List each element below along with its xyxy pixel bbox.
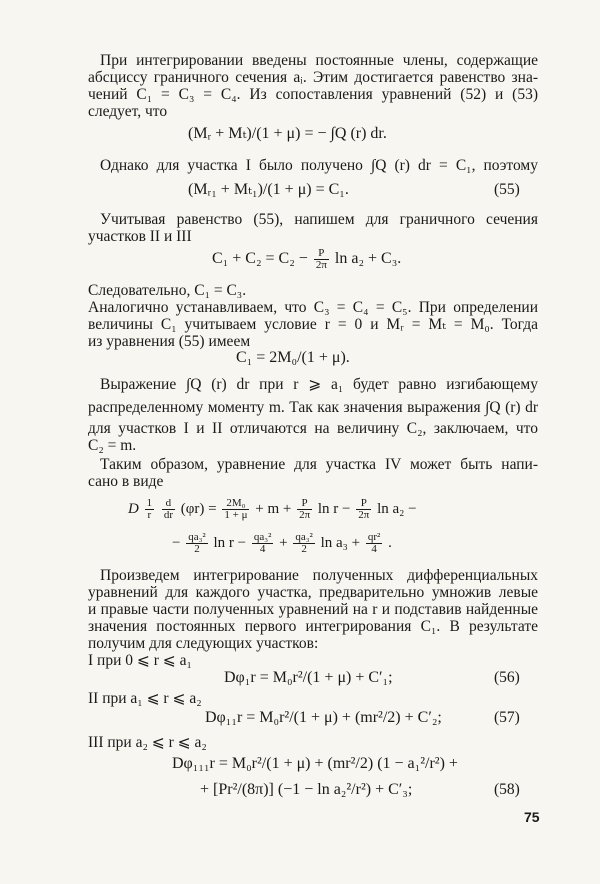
- eq-symbol: D: [128, 501, 139, 517]
- text-line: получим для следующих участков:: [88, 635, 319, 652]
- denominator: 1 + μ: [224, 509, 248, 522]
- eq-part: + m +: [255, 501, 292, 517]
- denominator: 4: [371, 543, 377, 556]
- text-line: участков II и III: [88, 228, 192, 245]
- equation: C₁ = 2M₀/(1 + μ).: [236, 349, 350, 366]
- equation-56: Dφ₁r = M₀r²/(1 + μ) + C′₁;: [224, 669, 393, 686]
- fraction: [366, 532, 382, 555]
- equation-58-line2: + [Pr²/(8π)] (−1 − ln a₂²/r²) + C′₃;: [200, 781, 413, 798]
- numerator: P: [356, 498, 371, 510]
- equation-section-iv-line2: [172, 530, 392, 556]
- fraction: [314, 248, 329, 271]
- fraction: [222, 498, 249, 521]
- fraction: [145, 498, 155, 521]
- text-line: Выражение ∫Q (r) dr при r ⩾ a₁ будет равно изгибающему: [100, 376, 538, 393]
- numerator: P: [297, 498, 312, 510]
- text-line: При интегрировании введены постоянные члены, содержащие: [100, 52, 538, 69]
- numerator: d: [162, 498, 175, 510]
- equation-55: (Mᵣ₁ + Mₜ₁)/(1 + μ) = C₁.: [188, 181, 349, 198]
- section-condition-i: I при 0 ⩽ r ⩽ a₁: [88, 652, 192, 669]
- section-condition-iii: III при a₂ ⩽ r ⩽ a₂: [88, 734, 207, 751]
- page-number: 75: [524, 809, 540, 825]
- eq-part: ln a₂ + C₃.: [334, 250, 402, 268]
- fraction: [297, 498, 312, 521]
- eq-part: ln a₃ +: [320, 535, 361, 551]
- denominator: 2π: [358, 509, 370, 522]
- fraction: [293, 532, 315, 555]
- numerator: qa₃²: [188, 531, 206, 544]
- eq-part: .: [388, 535, 392, 551]
- text-line: Следовательно, C₁ = C₃.: [88, 282, 247, 299]
- denominator: dr: [163, 509, 174, 522]
- equation: (Mᵣ + Mₜ)/(1 + μ) = − ∫Q (r) dr.: [188, 125, 387, 142]
- eq-part: −: [172, 535, 181, 551]
- text-line: уравнений для каждого участка, предварительно умножив левые: [88, 584, 538, 601]
- text-line: и правые части полученных уравнений на r и подставив найденные: [88, 601, 538, 618]
- numerator: P: [314, 248, 329, 260]
- text-line: величины C₁ учитываем условие r = 0 и Mᵣ = Mₜ = M₀. Тогда: [88, 316, 538, 333]
- eq-part: ln r −: [317, 501, 351, 517]
- text-line: Однако для участка I было получено ∫Q (r) dr = C₁, поэтому: [100, 157, 538, 174]
- denominator: 4: [259, 543, 266, 556]
- text-line: абсциссу граничного сечения aᵢ. Этим достигается равенство зна-: [88, 69, 538, 86]
- numerator: qa₃²: [295, 531, 313, 544]
- eq-part: ln r −: [213, 535, 247, 551]
- equation-number: (56): [494, 669, 520, 686]
- fraction: [162, 498, 175, 521]
- equation-boundary: [212, 248, 401, 271]
- text-line: распределенному моменту m. Так как значения выражения ∫Q (r) dr: [88, 399, 538, 416]
- denominator: 2π: [315, 259, 327, 271]
- equation-number: (58): [494, 781, 520, 798]
- denominator: 2: [301, 543, 307, 556]
- eq-part: (φr) =: [180, 501, 217, 517]
- eq-part: ln a₂ −: [377, 501, 417, 517]
- text-line: значения постоянных первого интегрирования C₁. В результате: [88, 618, 538, 635]
- text-line: Учитывая равенство (55), напишем для граничного сечения: [100, 211, 538, 228]
- text-line: Таким образом, уравнение для участка IV может быть напи-: [100, 456, 538, 473]
- fraction: [252, 532, 274, 555]
- numerator: qr²: [367, 531, 381, 544]
- text-line: Аналогично устанавливаем, что C₃ = C₄ = C₅. При определении: [88, 299, 538, 316]
- text-line: следует, что: [88, 103, 168, 120]
- numerator: 2M₀: [222, 498, 249, 510]
- section-condition-ii: II при a₁ ⩽ r ⩽ a₂: [88, 690, 202, 707]
- equation-number: (57): [494, 709, 520, 726]
- text-line: чений C₁ = C₃ = C₄. Из сопоставления уравнений (52) и (53): [88, 86, 538, 103]
- eq-part: +: [279, 535, 288, 551]
- text-line: для участков I и II отличаются на величину C₂, заключаем, что: [88, 420, 538, 437]
- numerator: qa₃²: [253, 531, 272, 544]
- denominator: 2: [194, 543, 200, 556]
- equation-57: Dφ₁₁r = M₀r²/(1 + μ) + (mr²/2) + C′₂;: [205, 709, 442, 726]
- text-line: C₂ = m.: [88, 437, 137, 454]
- equation-section-iv-line1: [128, 496, 417, 522]
- text-line: сано в виде: [88, 473, 164, 490]
- text-line: из уравнения (55) имеем: [88, 333, 251, 350]
- fraction: [186, 532, 208, 555]
- fraction: [356, 498, 371, 521]
- denominator: 2π: [299, 509, 311, 522]
- denominator: r: [147, 509, 152, 522]
- equation-58-line1: Dφ₁₁₁r = M₀r²/(1 + μ) + (mr²/2) (1 − a₁²/r²) +: [172, 755, 458, 772]
- eq-part: C₁ + C₂ = C₂ −: [212, 250, 308, 268]
- numerator: 1: [146, 497, 153, 510]
- equation-number: (55): [494, 181, 520, 198]
- text-line: Произведем интегрирование полученных дифференциальных: [100, 567, 538, 584]
